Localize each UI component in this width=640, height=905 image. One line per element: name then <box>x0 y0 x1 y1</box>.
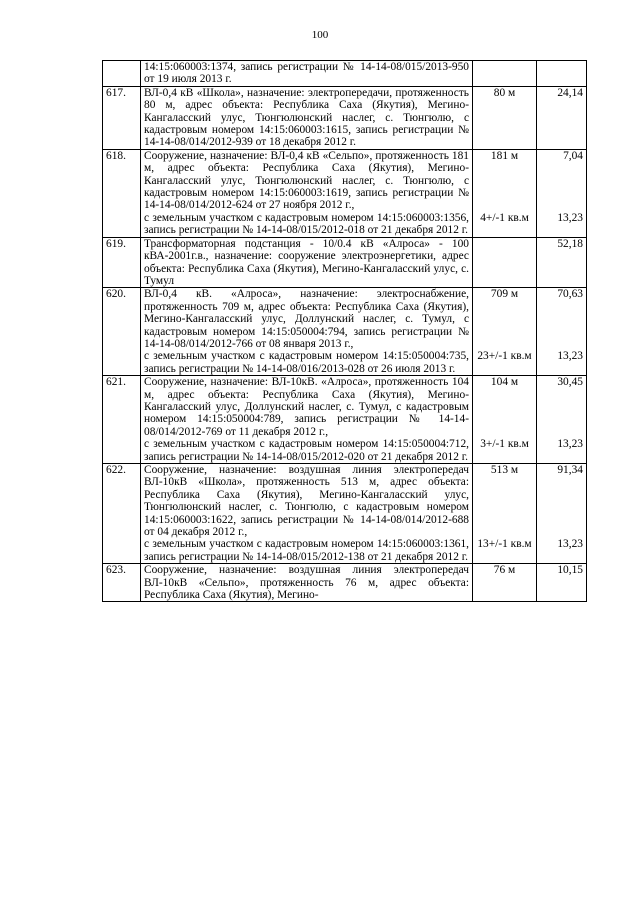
object-description: ВЛ-0,4 кВ. «Алроса», назначение: электроснабжение, протяженность 709 м, адрес объекта: Республика Саха (Якутия), Мегино-Кангаласский улус, Доллунский наслег, с. Тумул, с кадастровым номером 14:15:050004:794, запись регистрации № 14-14-08/014/2012-766 от 08 января 2013 г., <box>144 288 469 350</box>
property-description <box>141 376 473 464</box>
property-description <box>141 61 473 87</box>
object-description: Сооружение, назначение: ВЛ-10кВ. «Алроса», протяженность 104 м, адрес объекта: Республика Саха (Якутия), Мегино-Кангаласский улус, Доллунский наслег, с. Тумул, с кадастровым номером 14:15:050004:789, запись регистрации № 14-14-08/014/2012-769 от 11 декабря 2012 г., <box>144 376 469 438</box>
table-row <box>103 288 587 376</box>
land-plot-value: 13,23 <box>557 211 583 224</box>
property-register-table <box>102 60 587 602</box>
row-number: 622. <box>103 464 141 564</box>
property-description <box>141 86 473 149</box>
table-row <box>103 86 587 149</box>
object-description: Трансформаторная подстанция - 10/0.4 кВ «Алроса» - 100 кВА-2001г.в., назначение: сооружение электроэнергетики, адрес объекта: Республика Саха (Якутия), Мегино-Кангаласский улус, с. Тумул <box>144 237 469 287</box>
land-plot-description: с земельным участком с кадастровым номером 14:15:060003:1361, запись регистрации № 14-14-08/015/2012-138 от 21 декабря 2012 г. <box>144 538 469 563</box>
value-cell <box>537 86 587 149</box>
object-description: Сооружение, назначение: ВЛ-0,4 кВ «Сельпо», протяженность 181 м, адрес объекта: Республика Саха (Якутия), Мегино-Кангаласский улус, Тюнгюлюнский наслег, с. Тюнгюлю, с кадастровым номером 14:15:060003:1619, запись регистрации № 14-14-08/014/2012-624 от 27 ноября 2012 г., <box>144 149 469 212</box>
land-plot-value: 13,23 <box>557 438 583 451</box>
size-cell <box>473 464 537 564</box>
object-description: Сооружение, назначение: воздушная линия электропередач ВЛ-10кВ «Сельпо», протяженность 76 м, адрес объекта: Республика Саха (Якутия), Мегино- <box>144 564 469 602</box>
object-size: 80 м <box>493 86 516 99</box>
table-row <box>103 149 587 237</box>
table-row <box>103 564 587 602</box>
object-size: 181 м <box>490 149 519 162</box>
size-cell <box>473 61 537 87</box>
row-number: 623. <box>103 564 141 602</box>
property-description <box>141 288 473 376</box>
value-cell <box>537 149 587 237</box>
land-plot-area: 13+/-1 кв.м <box>477 538 532 551</box>
object-description: ВЛ-0,4 кВ «Школа», назначение: электропередачи, протяженность 80 м, адрес объекта: Республика Саха (Якутия), Мегино-Кангаласский улус, Тюнгюлюнский наслег, с. Тюнгюлю, с кадастровым номером 14:15:060003:1615, запись регистрации № 14-14-08/014/2012-939 от 18 декабря 2012 г. <box>144 86 469 149</box>
land-plot-description: с земельным участком с кадастровым номером 14:15:060003:1356, запись регистрации № 14-14-08/015/2012-018 от 21 декабря 2012 г. <box>144 211 469 237</box>
object-size: 513 м <box>490 464 519 476</box>
table-row <box>103 376 587 464</box>
land-plot-description: с земельным участком с кадастровым номером 14:15:050004:712, запись регистрации № 14-14-08/015/2012-020 от 21 декабря 2012 г. <box>144 438 469 463</box>
object-value: 10,15 <box>557 564 583 577</box>
value-cell <box>537 61 587 87</box>
size-cell <box>473 149 537 237</box>
page-number: 100 <box>311 29 329 41</box>
property-description <box>141 237 473 288</box>
row-number: 618. <box>103 149 141 237</box>
object-value: 52,18 <box>557 237 583 250</box>
row-number: 619. <box>103 237 141 288</box>
row-number: 620. <box>103 288 141 376</box>
size-cell <box>473 376 537 464</box>
value-cell <box>537 237 587 288</box>
value-cell <box>537 464 587 564</box>
row-number: 621. <box>103 376 141 464</box>
land-plot-area: 4+/-1 кв.м <box>480 211 529 224</box>
property-description <box>141 149 473 237</box>
land-plot-value: 13,23 <box>557 350 583 363</box>
object-description: 14:15:060003:1374, запись регистрации № 14-14-08/015/2013-950 от 19 июля 2013 г. <box>144 61 469 86</box>
object-value: 7,04 <box>563 149 583 162</box>
value-cell <box>537 564 587 602</box>
table-row <box>103 61 587 87</box>
land-plot-area: 3+/-1 кв.м <box>480 438 529 451</box>
object-size: 104 м <box>490 376 519 389</box>
object-size: 76 м <box>493 564 516 577</box>
object-description: Сооружение, назначение: воздушная линия электропередач ВЛ-10кВ «Школа», протяженность 513 м, адрес объекта: Республика Саха (Якутия), Мегино-Кангаласский улус, Тюнгюлюнский наслег, с. Тюнгюлю, с кадастровым номером 14:15:060003:1622, запись регистрации № 14-14-08/014/2012-688 от 04 декабря 2012 г., <box>144 464 469 539</box>
object-value: 91,34 <box>557 464 583 476</box>
table-row <box>103 464 587 564</box>
size-cell <box>473 564 537 602</box>
size-cell <box>473 86 537 149</box>
row-number <box>103 61 141 87</box>
table-row <box>103 237 587 288</box>
land-plot-area: 23+/-1 кв.м <box>477 350 532 363</box>
land-plot-value: 13,23 <box>557 538 583 551</box>
value-cell <box>537 288 587 376</box>
size-cell <box>473 288 537 376</box>
object-size: 709 м <box>490 288 519 301</box>
object-value: 30,45 <box>557 376 583 389</box>
object-value: 70,63 <box>557 288 583 301</box>
row-number: 617. <box>103 86 141 149</box>
land-plot-description: с земельным участком с кадастровым номером 14:15:050004:735, запись регистрации № 14-14-08/016/2013-028 от 26 июля 2013 г. <box>144 350 469 375</box>
property-description <box>141 564 473 602</box>
object-value: 24,14 <box>557 86 583 99</box>
value-cell <box>537 376 587 464</box>
size-cell <box>473 237 537 288</box>
property-description <box>141 464 473 564</box>
